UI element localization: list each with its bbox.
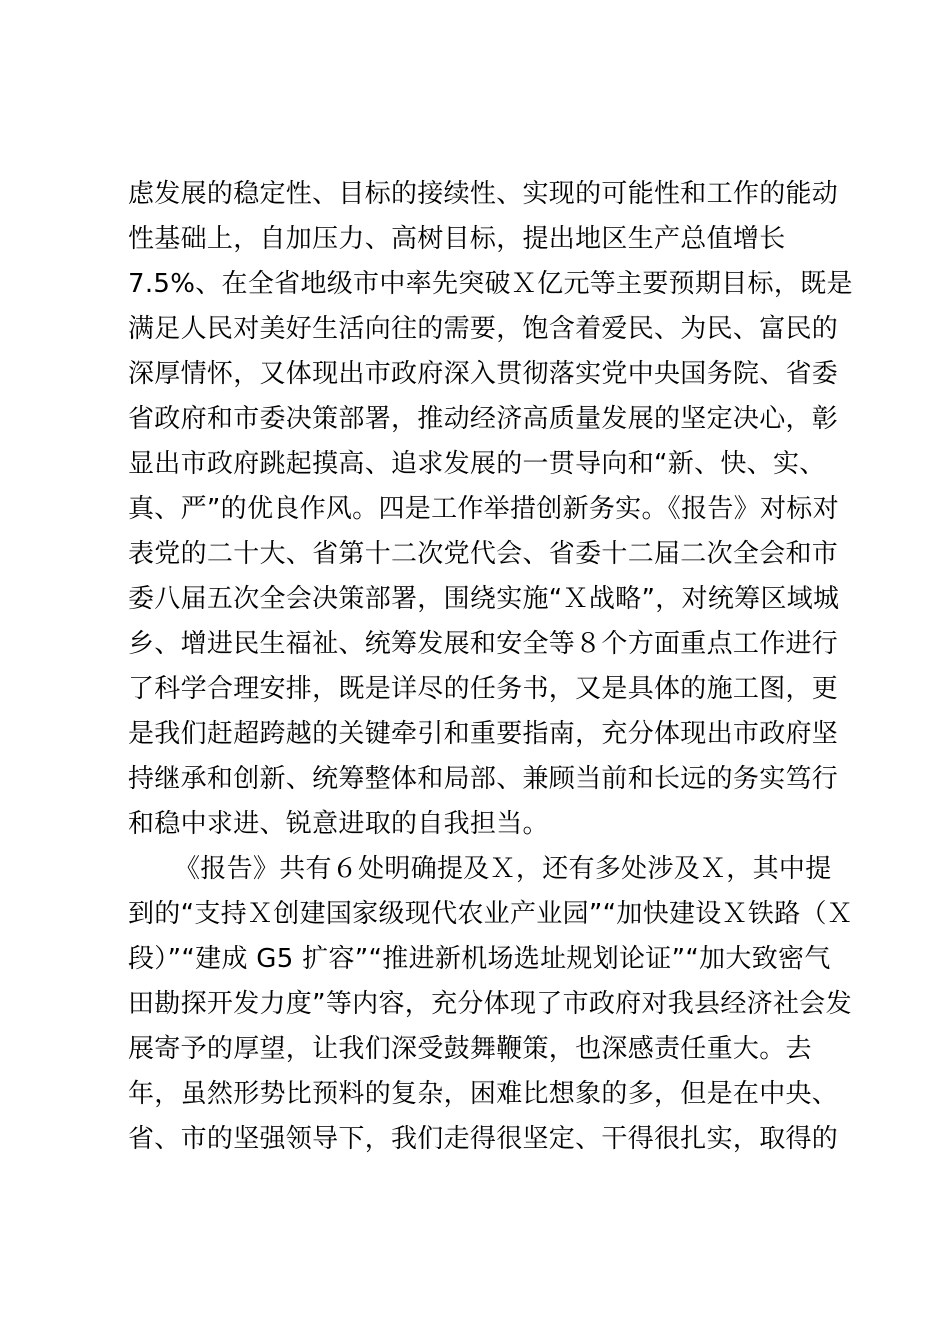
paragraph-line: 到的“支持Ｘ创建国家级现代农业产业园”“加快建设Ｘ铁路（Ｘ: [128, 899, 854, 929]
document-body: [128, 172, 854, 1162]
paragraph-line: 委八届五次全会决策部署，围绕实施“Ｘ战略”，对统筹区域城: [128, 584, 840, 614]
paragraph-line: 持继承和创新、统筹整体和局部、兼顾当前和长远的务实笃行: [128, 764, 839, 794]
paragraph-line: 田勘探开发力度”等内容，充分体现了市政府对我县经济社会发: [128, 989, 852, 1019]
paragraph-line: 年，虽然形势比预料的复杂，困难比想象的多，但是在中央、: [128, 1079, 839, 1109]
paragraph-line: 显出市政府跳起摸高、追求发展的一贯导向和“新、快、实、: [128, 449, 826, 479]
paragraph-line: 深厚情怀，又体现出市政府深入贯彻落实党中央国务院、省委: [128, 359, 839, 389]
paragraph-line: 乡、增进民生福祉、统筹发展和安全等８个方面重点工作进行: [128, 629, 839, 659]
paragraph-line: 虑发展的稳定性、目标的接续性、实现的可能性和工作的能动: [128, 179, 839, 209]
paragraph-line: 7.5%、在全省地级市中率先突破Ｘ亿元等主要预期目标，既是: [128, 269, 853, 299]
paragraph-line: 表党的二十大、省第十二次党代会、省委十二届二次全会和市: [128, 539, 839, 569]
paragraph-2: [128, 847, 854, 1162]
paragraph-line: 了科学合理安排，既是详尽的任务书，又是具体的施工图，更: [128, 674, 839, 704]
paragraph-line: 满足人民对美好生活向往的需要，饱含着爱民、为民、富民的: [128, 314, 839, 344]
paragraph-line: 真、严”的优良作风。四是工作举措创新务实。《报告》对标对: [128, 494, 839, 524]
paragraph-line: 和稳中求进、锐意进取的自我担当。: [128, 809, 549, 839]
paragraph-line: 《报告》共有６处明确提及Ｘ，还有多处涉及Ｘ，其中提: [174, 854, 832, 884]
paragraph-line: 省政府和市委决策部署，推动经济高质量发展的坚定决心，彰: [128, 404, 839, 434]
paragraph-line: 性基础上，自加压力、高树目标，提出地区生产总值增长: [128, 224, 786, 254]
paragraph-line: 是我们赶超跨越的关键牵引和重要指南，充分体现出市政府坚: [128, 719, 839, 749]
paragraph-line: 段）”“建成 G5 扩容”“推进新机场选址规划论证”“加大致密气: [128, 944, 831, 974]
paragraph-1: [128, 172, 853, 847]
paragraph-line: 展寄予的厚望，让我们深受鼓舞鞭策，也深感责任重大。去: [128, 1034, 812, 1064]
paragraph-line: 省、市的坚强领导下，我们走得很坚定、干得很扎实，取得的: [128, 1124, 839, 1154]
